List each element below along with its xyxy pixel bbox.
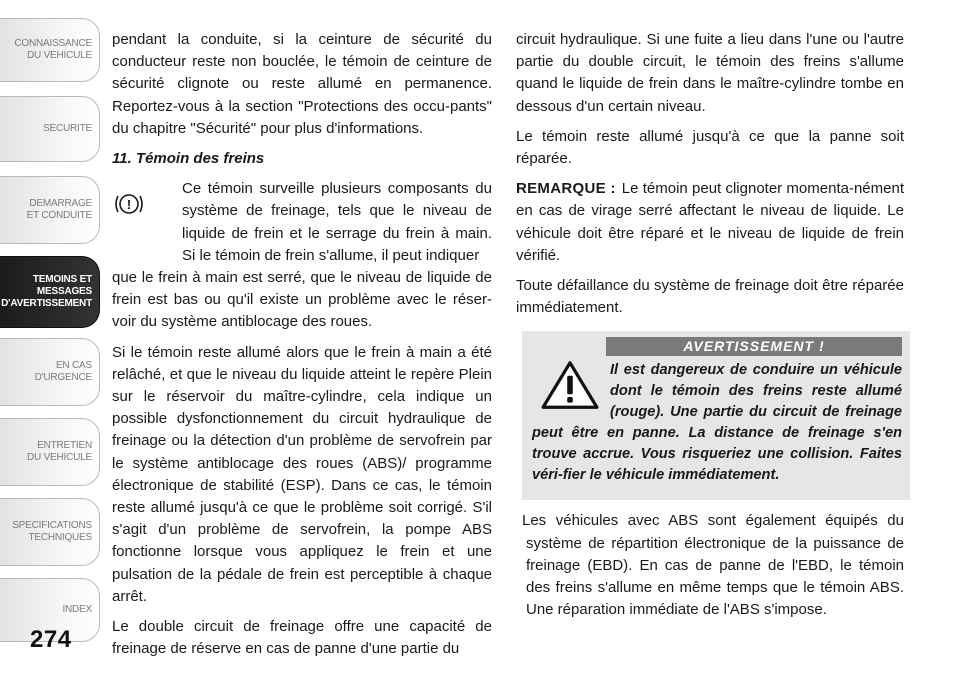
tab-label: TECHNIQUES <box>28 532 92 543</box>
tab-label: D'AVERTISSEMENT <box>1 298 92 309</box>
left-column <box>112 29 492 668</box>
warning-triangle-icon <box>538 360 602 410</box>
tab-entretien-du-vehicule[interactable] <box>0 418 100 486</box>
tab-securite[interactable] <box>0 96 100 162</box>
brake-warning-block <box>112 178 492 267</box>
paragraph: circuit hydraulique. Si une fuite a lieu dans l'une ou l'autre partie du double circuit, le témoin des freins s'allume quand le liquide de frein dans le maître-cylindre tombe en dessous d'un certain niveau. <box>516 31 904 115</box>
tab-specifications-techniques[interactable] <box>0 498 100 566</box>
right-column <box>516 29 904 621</box>
tab-demarrage-et-conduite[interactable] <box>0 176 100 244</box>
brake-warning-icon <box>114 190 176 218</box>
svg-text:!: ! <box>126 197 132 213</box>
warning-title: AVERTISSEMENT ! <box>606 337 902 356</box>
paragraph: pendant la conduite, si la ceinture de sécurité du conducteur reste non bouclée, le témoin de ceinture de sécurité clignote ou reste allumé en permanence. Reportez-vous à la section "Protections des occu-pants" du chapitre "Sécurité" pour plus d'informations. <box>112 31 492 137</box>
tab-label: CONNAISSANCE <box>14 38 92 49</box>
note-paragraph <box>516 178 904 267</box>
warning-box <box>522 331 910 500</box>
tab-label: SECURITE <box>43 123 92 134</box>
brake-icons <box>112 184 178 224</box>
tab-label: ENTRETIEN <box>37 440 92 451</box>
tab-temoins-et-messages[interactable] <box>0 256 100 328</box>
tab-label: DEMARRAGE <box>29 198 92 209</box>
tab-en-cas-d-urgence[interactable] <box>0 338 100 406</box>
paragraph: Le double circuit de freinage offre une capacité de freinage de réserve en cas de panne d'une partie du <box>112 618 492 658</box>
tab-label: DU VEHICULE <box>26 50 92 61</box>
tab-label: DU VEHICULE <box>26 452 92 463</box>
tab-label: EN CAS <box>55 360 92 371</box>
paragraph: Ce témoin surveille plusieurs composants du système de freinage, tels que le niveau de liquide de frein et le serrage du frein à main. Si le témoin de frein s'allume, il peut indiquer <box>182 180 492 264</box>
tab-label: INDEX <box>62 604 92 615</box>
paragraph: Le témoin reste allumé jusqu'à ce que la panne soit réparée. <box>516 127 904 168</box>
section-heading: 11. Témoin des freins <box>112 150 265 168</box>
paragraph: Si le témoin reste allumé alors que le frein à main a été relâché, et que le niveau du liquide atteint le repère Plein sur le réservoir du maître-cylindre, cela indique un possible dysfonctionnement du circuit hydraulique de freinage ou la détection d'un problème de servofrein par le système antiblocage des roues (ABS)/ programme électronique de stabilité (ESP). Dans ce cas, le témoin reste allumé jusqu'à ce que le problème soit corrigé. S'il s'agit d'un problème de servofrein, la pompe ABS fonctionne lorsque vous appliquez le frein et une pulsation de la pédale de frein est perceptible à chaque arrêt. <box>112 343 492 605</box>
tab-label: D'URGENCE <box>34 372 92 383</box>
paragraph: que le frein à main est serré, que le niveau de liquide de frein est bas ou qu'il existe un problème avec le réser-voir du système antiblocage des roues. <box>112 269 492 331</box>
tab-label: SPECIFICATIONS <box>12 520 92 531</box>
paragraph: Toute défaillance du système de freinage doit être réparée immédiatement. <box>516 277 904 317</box>
warning-text: Il est dangereux de conduire un véhicule dont le témoin des freins reste allumé (rouge). Une partie du circuit de freinage peut être en panne. La distance de freinage s'en trouve accrue. Vous risqueriez une collision. Faites véri-fier le véhicule immédiatement. <box>532 362 902 484</box>
note-label: REMARQUE : <box>516 180 616 198</box>
tab-label: ET CONDUITE <box>26 210 92 221</box>
tab-connaissance-du-vehicule[interactable] <box>0 18 100 82</box>
note-text: Le témoin peut clignoter momenta-nément en cas de virage serré affectant le niveau de liquide. Le véhicule doit être réparé et le niveau de liquide de frein vérifié. <box>516 180 904 264</box>
tab-label: TEMOINS ET <box>32 274 92 285</box>
tab-label: MESSAGES <box>36 286 92 297</box>
paragraph: Les véhicules avec ABS sont également équipés du système de répartition électronique de la puissance de freinage (EBD). En cas de panne de l'EBD, le témoin des freins s'allume en même temps que le témoin ABS. Une réparation immédiate de l'ABS s'impose. <box>522 512 904 619</box>
page-number: 274 <box>30 626 72 653</box>
